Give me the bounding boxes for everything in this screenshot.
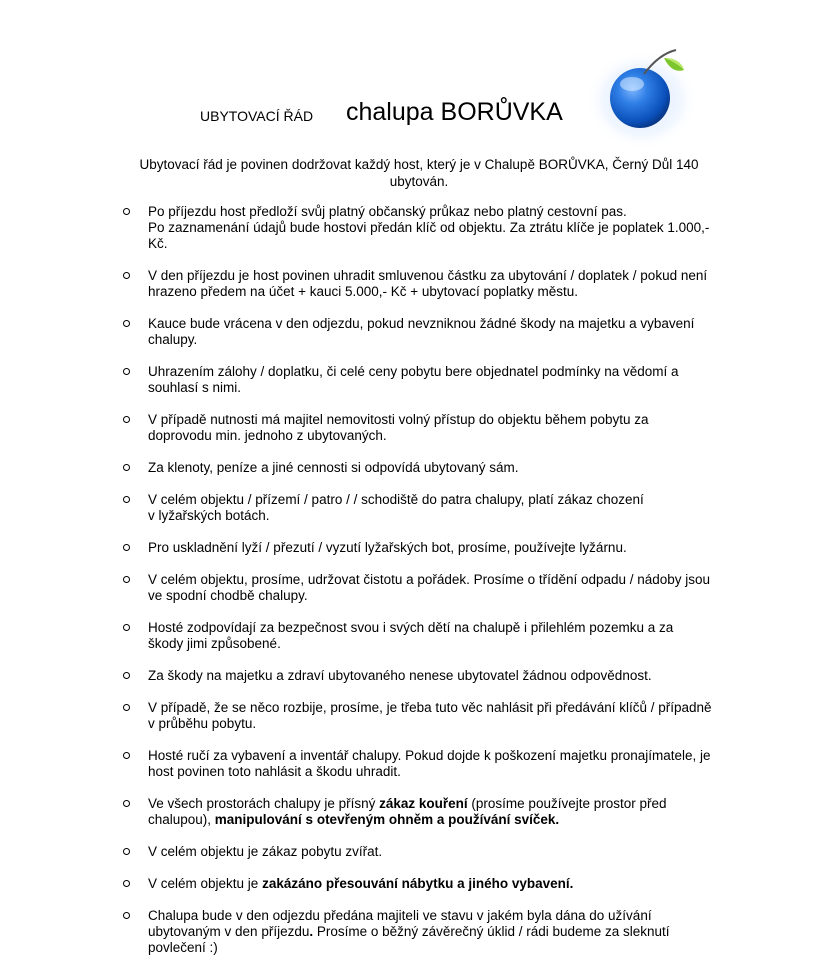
circle-bullet-icon: [123, 496, 130, 503]
rule-text: Chalupa bude v den odjezdu předána majiteli ve stavu v jakém byla dána do užívání: [148, 908, 652, 923]
rule-text: Po zaznamenání údajů bude hostovi předán klíč od objektu. Za ztrátu klíče je poplatek 1.000,-: [148, 220, 710, 235]
circle-bullet-icon: [123, 752, 130, 759]
rule-line: [148, 204, 730, 220]
intro-line: ubytován.: [389, 174, 449, 189]
rule-line: [148, 364, 730, 380]
rule-text: V den příjezdu je host povinen uhradit smluvenou částku za ubytování / doplatek / pokud není: [148, 268, 708, 283]
circle-bullet-icon: [123, 544, 130, 551]
circle-bullet-icon: [123, 800, 130, 807]
intro-line: Ubytovací řád je povinen dodržovat každý host, který je v Chalupě BORŮVKA, Černý Důl 140: [139, 157, 699, 172]
rule-line: [148, 236, 730, 252]
rule-text: v lyžařských botách.: [148, 508, 270, 523]
rule-text: chalupy.: [148, 332, 198, 347]
rule-line: [148, 940, 730, 956]
rule-line: [148, 284, 730, 300]
rule-text: Kauce bude vrácena v den odjezdu, pokud nevzniknou žádné škody na majetku a vybavení: [148, 316, 695, 331]
rule-line: [148, 508, 730, 524]
rule-text: ubytovaným v den příjezdu: [148, 924, 310, 939]
rule-item: [0, 460, 730, 476]
rule-text: Hosté zodpovídají za bezpečnost svou i svých dětí na chalupě i přilehlém pozemku a za: [148, 620, 674, 635]
rule-text: V celém objektu je: [148, 876, 263, 891]
rule-text: souhlasí s nimi.: [148, 380, 242, 395]
rules-list: [0, 204, 818, 972]
rule-line: [148, 588, 730, 604]
rule-item: [0, 620, 730, 652]
rule-line: [148, 668, 730, 684]
circle-bullet-icon: [123, 672, 130, 679]
rule-text: (prosíme používejte prostor před: [467, 796, 667, 811]
rule-line: [148, 316, 730, 332]
rule-text: škody jimi způsobené.: [148, 636, 281, 651]
rule-text: doprovodu min. jednoho z ubytovaných.: [148, 428, 387, 443]
circle-bullet-icon: [123, 272, 130, 279]
rule-line: [148, 332, 730, 348]
rule-text: Uhrazením zálohy / doplatku, či celé ceny pobytu bere objednatel podmínky na vědomí a: [148, 364, 679, 379]
rule-text-bold: .: [309, 924, 314, 939]
rule-line: [148, 620, 730, 636]
rule-text: chalupou),: [148, 812, 215, 827]
document-label: UBYTOVACÍ ŘÁD: [200, 108, 314, 124]
rule-item: [0, 700, 730, 732]
rule-item: [0, 364, 730, 396]
rule-text: Za klenoty, peníze a jiné cennosti si odpovídá ubytovaný sám.: [148, 460, 519, 475]
rule-line: [148, 764, 730, 780]
circle-bullet-icon: [123, 704, 130, 711]
rule-text: V celém objektu je zákaz pobytu zvířat.: [148, 844, 383, 859]
rule-line: [148, 572, 730, 588]
rule-item: [0, 540, 730, 556]
rule-text-bold: manipulování s otevřeným ohněm a používání svíček.: [214, 812, 560, 827]
rule-text: Kč.: [148, 236, 168, 251]
rule-line: [148, 924, 730, 940]
circle-bullet-icon: [123, 848, 130, 855]
circle-bullet-icon: [123, 464, 130, 471]
circle-bullet-icon: [123, 320, 130, 327]
rule-item: [0, 572, 730, 604]
rule-line: [148, 412, 730, 428]
rule-line: [148, 220, 730, 236]
rule-line: [148, 700, 730, 716]
rule-text: v průběhu pobytu.: [148, 716, 257, 731]
rule-line: [148, 908, 730, 924]
rule-line: [148, 540, 730, 556]
rule-item: [0, 316, 730, 348]
rule-line: [148, 636, 730, 652]
rule-text: V případě nutnosti má majitel nemovitosti volný přístup do objektu během pobytu za: [148, 412, 649, 427]
rule-text: Za škody na majetku a zdraví ubytovaného nenese ubytovatel žádnou odpovědnost.: [148, 668, 652, 683]
rule-line: [148, 716, 730, 732]
circle-bullet-icon: [123, 912, 130, 919]
rule-item: [0, 492, 730, 524]
circle-bullet-icon: [123, 880, 130, 887]
rule-text-bold: zákaz kouření: [379, 796, 468, 811]
circle-bullet-icon: [123, 624, 130, 631]
rule-line: [148, 844, 730, 860]
rule-line: [148, 796, 730, 812]
rule-line: [148, 876, 730, 892]
rule-line: [148, 268, 730, 284]
rule-item: [0, 844, 730, 860]
intro-paragraph: [118, 156, 720, 190]
rule-item: [0, 748, 730, 780]
rule-line: [148, 748, 730, 764]
rule-item: [0, 268, 730, 300]
rule-item: [0, 796, 730, 828]
rule-item: [0, 908, 730, 956]
rule-item: [0, 204, 730, 252]
document-title: chalupa BORŮVKA: [346, 98, 563, 126]
document-header: [0, 98, 818, 138]
rule-text: Hosté ručí za vybavení a inventář chalupy. Pokud dojde k poškození majetku pronajímatele, je: [148, 748, 711, 763]
rule-line: [148, 460, 730, 476]
rule-line: [148, 380, 730, 396]
rule-text: hrazeno předem na účet + kauci 5.000,- Kč + ubytovací poplatky městu.: [148, 284, 578, 299]
circle-bullet-icon: [123, 416, 130, 423]
rule-line: [148, 492, 730, 508]
rule-text: Pro uskladnění lyží / přezutí / vyzutí lyžařských bot, prosíme, používejte lyžárnu.: [148, 540, 627, 555]
rule-text: V případě, že se něco rozbije, prosíme, je třeba tuto věc nahlásit při předávání klíčů / případně: [148, 700, 712, 715]
rule-text: Prosíme o běžný závěrečný úklid / rádi budeme za sleknutí: [313, 924, 670, 939]
rule-text: Ve všech prostorách chalupy je přísný: [148, 796, 380, 811]
rule-text: povlečení :): [148, 940, 218, 955]
rule-text: Po příjezdu host předloží svůj platný občanský průkaz nebo platný cestovní pas.: [148, 204, 627, 219]
rule-text-bold: zakázáno přesouvání nábytku a jiného vybavení.: [262, 876, 574, 891]
rule-text: host povinen toto nahlásit a škodu uhradit.: [148, 764, 401, 779]
rule-text: V celém objektu / přízemí / patro / / schodiště do patra chalupy, platí zákaz chození: [148, 492, 644, 507]
rule-text: V celém objektu, prosíme, udržovat čistotu a pořádek. Prosíme o třídění odpadu / nádoby jsou: [148, 572, 711, 587]
circle-bullet-icon: [123, 368, 130, 375]
rule-item: [0, 668, 730, 684]
rule-item: [0, 412, 730, 444]
rule-line: [148, 812, 730, 828]
rule-item: [0, 876, 730, 892]
circle-bullet-icon: [123, 576, 130, 583]
circle-bullet-icon: [123, 208, 130, 215]
rule-line: [148, 428, 730, 444]
rule-text: ve spodní chodbě chalupy.: [148, 588, 308, 603]
